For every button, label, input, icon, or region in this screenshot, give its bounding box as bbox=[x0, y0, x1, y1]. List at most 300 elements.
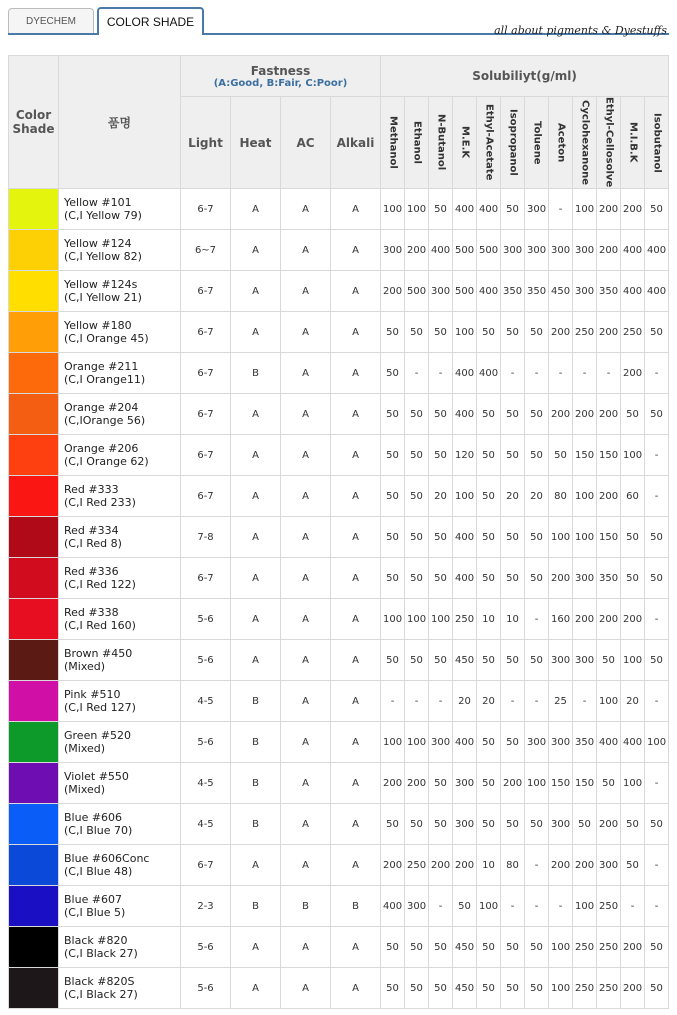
solubility-cell: - bbox=[645, 353, 669, 394]
product-name: Orange #206 bbox=[64, 442, 139, 455]
fastness-alkali-cell: A bbox=[331, 189, 381, 230]
product-name-cell bbox=[59, 230, 181, 271]
product-name: Red #333 bbox=[64, 483, 119, 496]
solubility-cell: 50 bbox=[429, 517, 453, 558]
fastness-light-cell: 2-3 bbox=[181, 886, 231, 927]
solubility-cell: 100 bbox=[453, 476, 477, 517]
solubility-cell: 100 bbox=[621, 763, 645, 804]
solubility-cell: 50 bbox=[525, 394, 549, 435]
fastness-alkali-cell: A bbox=[331, 230, 381, 271]
color-swatch bbox=[9, 599, 59, 640]
solubility-cell: 50 bbox=[405, 968, 429, 1009]
color-index: (C,I Yellow 79) bbox=[64, 209, 142, 222]
solubility-cell: 10 bbox=[501, 599, 525, 640]
table-row bbox=[9, 558, 669, 599]
solubility-cell: 350 bbox=[597, 271, 621, 312]
solubility-cell: 100 bbox=[405, 722, 429, 763]
solubility-cell: 400 bbox=[477, 353, 501, 394]
table-row bbox=[9, 312, 669, 353]
solubility-cell: 200 bbox=[549, 312, 573, 353]
color-swatch bbox=[9, 722, 59, 763]
solubility-cell: 50 bbox=[645, 312, 669, 353]
product-name: Green #520 bbox=[64, 729, 132, 742]
fastness-ac-cell: A bbox=[281, 312, 331, 353]
fastness-light-cell: 4-5 bbox=[181, 763, 231, 804]
solubility-cell: 50 bbox=[477, 558, 501, 599]
solubility-cell: - bbox=[381, 681, 405, 722]
color-swatch bbox=[9, 804, 59, 845]
table-row bbox=[9, 435, 669, 476]
color-index: (Mixed) bbox=[64, 742, 106, 755]
product-name: Red #336 bbox=[64, 565, 119, 578]
product-name-cell bbox=[59, 681, 181, 722]
solubility-cell: 50 bbox=[645, 640, 669, 681]
solubility-cell: - bbox=[429, 353, 453, 394]
solubility-cell: 300 bbox=[453, 804, 477, 845]
fastness-alkali-cell: A bbox=[331, 312, 381, 353]
fastness-heat-cell: A bbox=[231, 599, 281, 640]
fastness-alkali-cell: A bbox=[331, 271, 381, 312]
solubility-cell: 350 bbox=[597, 558, 621, 599]
solubility-cell: - bbox=[597, 353, 621, 394]
solubility-cell: 400 bbox=[453, 189, 477, 230]
solubility-cell: 100 bbox=[381, 189, 405, 230]
product-name-cell bbox=[59, 271, 181, 312]
fastness-heat-cell: A bbox=[231, 394, 281, 435]
fastness-light-cell: 5-6 bbox=[181, 968, 231, 1009]
solubility-cell: 50 bbox=[381, 353, 405, 394]
fastness-alkali-cell: A bbox=[331, 681, 381, 722]
solubility-cell: 50 bbox=[381, 968, 405, 1009]
solubility-cell: 200 bbox=[549, 845, 573, 886]
solubility-cell: - bbox=[645, 435, 669, 476]
solubility-cell: 50 bbox=[429, 558, 453, 599]
solubility-cell: 50 bbox=[501, 517, 525, 558]
fastness-heat-cell: B bbox=[231, 681, 281, 722]
solubility-cell: 50 bbox=[429, 189, 453, 230]
color-index: (C,I Blue 48) bbox=[64, 865, 133, 878]
solubility-cell: 50 bbox=[525, 640, 549, 681]
solubility-cell: 300 bbox=[597, 845, 621, 886]
table-row bbox=[9, 681, 669, 722]
solubility-cell: 80 bbox=[549, 476, 573, 517]
solubility-cell: - bbox=[525, 681, 549, 722]
solubility-cell: 300 bbox=[525, 230, 549, 271]
solubility-cell: 50 bbox=[381, 558, 405, 599]
solvent-label: Isobutanol bbox=[651, 112, 663, 173]
product-name-cell bbox=[59, 476, 181, 517]
fastness-heat-cell: A bbox=[231, 640, 281, 681]
solvent-label: Ethanol bbox=[411, 121, 423, 164]
solubility-cell: 200 bbox=[501, 763, 525, 804]
solubility-cell: 100 bbox=[621, 640, 645, 681]
header-solvent bbox=[549, 97, 573, 189]
solubility-cell: 100 bbox=[429, 599, 453, 640]
solubility-cell: 160 bbox=[549, 599, 573, 640]
fastness-light-cell: 5-6 bbox=[181, 722, 231, 763]
solubility-cell: 50 bbox=[477, 312, 501, 353]
color-swatch bbox=[9, 886, 59, 927]
solubility-cell: 50 bbox=[621, 558, 645, 599]
solubility-cell: 400 bbox=[621, 271, 645, 312]
tagline: all about pigments & Dyestuffs bbox=[494, 24, 667, 37]
product-name-cell bbox=[59, 804, 181, 845]
solubility-cell: 250 bbox=[573, 968, 597, 1009]
product-name-cell bbox=[59, 353, 181, 394]
solubility-cell: 300 bbox=[405, 886, 429, 927]
table-row bbox=[9, 722, 669, 763]
solubility-cell: 20 bbox=[501, 476, 525, 517]
solubility-cell: 50 bbox=[477, 763, 501, 804]
fastness-light-cell: 4-5 bbox=[181, 681, 231, 722]
solubility-cell: 20 bbox=[453, 681, 477, 722]
fastness-heat-cell: A bbox=[231, 312, 281, 353]
tab-bar bbox=[0, 0, 677, 36]
table-body bbox=[9, 189, 669, 1009]
solubility-cell: 300 bbox=[549, 804, 573, 845]
solubility-cell: 80 bbox=[501, 845, 525, 886]
solubility-cell: - bbox=[645, 599, 669, 640]
fastness-heat-cell: A bbox=[231, 476, 281, 517]
product-name-cell bbox=[59, 394, 181, 435]
solubility-cell: 400 bbox=[621, 230, 645, 271]
solubility-cell: 50 bbox=[405, 394, 429, 435]
color-index: (C,I Red 127) bbox=[64, 701, 136, 714]
solubility-cell: - bbox=[645, 476, 669, 517]
solubility-cell: - bbox=[645, 886, 669, 927]
header-solvent bbox=[645, 97, 669, 189]
solubility-cell: 400 bbox=[645, 271, 669, 312]
product-name-cell bbox=[59, 599, 181, 640]
solubility-cell: 50 bbox=[453, 886, 477, 927]
fastness-legend: (A:Good, B:Fair, C:Poor) bbox=[213, 77, 348, 89]
solubility-cell: 10 bbox=[477, 845, 501, 886]
solubility-cell: 50 bbox=[477, 804, 501, 845]
solvent-label: M.I.B.K bbox=[627, 122, 639, 163]
solubility-cell: 50 bbox=[645, 968, 669, 1009]
solubility-cell: 450 bbox=[453, 640, 477, 681]
fastness-alkali-cell: A bbox=[331, 476, 381, 517]
solubility-cell: 200 bbox=[429, 845, 453, 886]
color-swatch bbox=[9, 558, 59, 599]
fastness-ac-cell: A bbox=[281, 189, 331, 230]
fastness-light-cell: 6-7 bbox=[181, 312, 231, 353]
solubility-cell: 100 bbox=[525, 763, 549, 804]
product-name: Pink #510 bbox=[64, 688, 121, 701]
solubility-cell: 25 bbox=[549, 681, 573, 722]
solubility-cell: 200 bbox=[573, 845, 597, 886]
solubility-cell: 500 bbox=[405, 271, 429, 312]
solubility-cell: 100 bbox=[573, 189, 597, 230]
fastness-ac-cell: A bbox=[281, 394, 331, 435]
solubility-cell: 100 bbox=[405, 599, 429, 640]
table-row bbox=[9, 804, 669, 845]
product-name: Red #334 bbox=[64, 524, 119, 537]
fastness-heat-cell: A bbox=[231, 271, 281, 312]
solvent-label: Ethyl-Acetate bbox=[483, 104, 495, 181]
solubility-cell: 50 bbox=[645, 517, 669, 558]
header-solvent bbox=[597, 97, 621, 189]
product-name-cell bbox=[59, 968, 181, 1009]
color-swatch bbox=[9, 271, 59, 312]
fastness-ac-cell: A bbox=[281, 476, 331, 517]
fastness-heat-cell: B bbox=[231, 353, 281, 394]
fastness-heat-cell: A bbox=[231, 927, 281, 968]
solubility-cell: 100 bbox=[597, 681, 621, 722]
fastness-heat-cell: B bbox=[231, 886, 281, 927]
solubility-cell: 500 bbox=[477, 230, 501, 271]
solubility-cell: 100 bbox=[477, 886, 501, 927]
solubility-cell: 400 bbox=[453, 722, 477, 763]
fastness-ac-cell: A bbox=[281, 230, 331, 271]
solubility-cell: 50 bbox=[621, 845, 645, 886]
solubility-cell: 100 bbox=[573, 476, 597, 517]
color-swatch bbox=[9, 476, 59, 517]
solubility-cell: 50 bbox=[477, 640, 501, 681]
solubility-cell: - bbox=[405, 681, 429, 722]
solubility-cell: 400 bbox=[645, 230, 669, 271]
solubility-cell: 50 bbox=[381, 640, 405, 681]
solubility-cell: - bbox=[525, 886, 549, 927]
color-index: (C,I Red 233) bbox=[64, 496, 136, 509]
product-name: Yellow #180 bbox=[64, 319, 132, 332]
product-name-cell bbox=[59, 722, 181, 763]
fastness-heat-cell: A bbox=[231, 230, 281, 271]
color-swatch bbox=[9, 640, 59, 681]
product-name-cell bbox=[59, 845, 181, 886]
color-index: (C,I Orange11) bbox=[64, 373, 146, 386]
fastness-ac-cell: A bbox=[281, 804, 331, 845]
color-swatch bbox=[9, 353, 59, 394]
table-row bbox=[9, 230, 669, 271]
product-name-cell bbox=[59, 763, 181, 804]
solubility-cell: 350 bbox=[525, 271, 549, 312]
solubility-cell: - bbox=[549, 189, 573, 230]
header-solvent bbox=[429, 97, 453, 189]
color-index: (C,I Black 27) bbox=[64, 947, 138, 960]
solubility-cell: 50 bbox=[405, 640, 429, 681]
fastness-heat-cell: A bbox=[231, 845, 281, 886]
solubility-cell: 500 bbox=[453, 230, 477, 271]
color-swatch bbox=[9, 517, 59, 558]
product-name-cell bbox=[59, 435, 181, 476]
solubility-cell: 400 bbox=[453, 394, 477, 435]
fastness-ac-cell: B bbox=[281, 886, 331, 927]
solubility-cell: 50 bbox=[477, 394, 501, 435]
solubility-cell: 200 bbox=[621, 353, 645, 394]
table-row bbox=[9, 927, 669, 968]
solubility-cell: 50 bbox=[477, 517, 501, 558]
fastness-ac-cell: A bbox=[281, 517, 331, 558]
fastness-ac-cell: A bbox=[281, 435, 331, 476]
fastness-heat-cell: A bbox=[231, 189, 281, 230]
table-row bbox=[9, 271, 669, 312]
color-swatch bbox=[9, 845, 59, 886]
solubility-cell: 50 bbox=[477, 968, 501, 1009]
header-solvent bbox=[573, 97, 597, 189]
solubility-cell: 300 bbox=[453, 763, 477, 804]
solubility-cell: - bbox=[645, 845, 669, 886]
solubility-cell: 50 bbox=[597, 640, 621, 681]
color-shade-table bbox=[8, 55, 669, 1009]
solubility-cell: 300 bbox=[573, 558, 597, 599]
solubility-cell: 300 bbox=[549, 640, 573, 681]
color-index: (C,I Red 8) bbox=[64, 537, 122, 550]
solubility-cell: 200 bbox=[621, 927, 645, 968]
fastness-light-cell: 6-7 bbox=[181, 558, 231, 599]
solubility-cell: 450 bbox=[549, 271, 573, 312]
fastness-light-cell: 7-8 bbox=[181, 517, 231, 558]
solubility-cell: 50 bbox=[405, 312, 429, 353]
solubility-cell: 250 bbox=[597, 886, 621, 927]
solubility-cell: 200 bbox=[381, 763, 405, 804]
solubility-cell: 50 bbox=[381, 804, 405, 845]
fastness-alkali-cell: A bbox=[331, 968, 381, 1009]
solubility-cell: 100 bbox=[549, 517, 573, 558]
fastness-alkali-cell: A bbox=[331, 558, 381, 599]
solubility-cell: 50 bbox=[645, 394, 669, 435]
solubility-cell: 150 bbox=[573, 763, 597, 804]
solubility-cell: 50 bbox=[429, 435, 453, 476]
solubility-cell: 50 bbox=[381, 394, 405, 435]
color-index: (C,I Yellow 21) bbox=[64, 291, 142, 304]
fastness-alkali-cell: A bbox=[331, 640, 381, 681]
solubility-cell: 50 bbox=[525, 517, 549, 558]
solubility-cell: - bbox=[525, 353, 549, 394]
solubility-cell: 250 bbox=[453, 599, 477, 640]
header-fastness-alkali: Alkali bbox=[331, 97, 381, 189]
solvent-label: Toluene bbox=[531, 120, 543, 165]
product-name: Yellow #124 bbox=[64, 237, 132, 250]
solubility-cell: 50 bbox=[621, 804, 645, 845]
solubility-cell: 250 bbox=[597, 927, 621, 968]
product-name: Orange #204 bbox=[64, 401, 139, 414]
fastness-alkali-cell: B bbox=[331, 886, 381, 927]
table-row bbox=[9, 640, 669, 681]
fastness-ac-cell: A bbox=[281, 722, 331, 763]
solubility-cell: 200 bbox=[597, 312, 621, 353]
table-row bbox=[9, 968, 669, 1009]
solubility-cell: 200 bbox=[549, 394, 573, 435]
solubility-cell: 200 bbox=[597, 189, 621, 230]
color-swatch bbox=[9, 189, 59, 230]
solubility-cell: - bbox=[501, 353, 525, 394]
solubility-cell: 50 bbox=[381, 927, 405, 968]
fastness-alkali-cell: A bbox=[331, 927, 381, 968]
fastness-ac-cell: A bbox=[281, 681, 331, 722]
solubility-cell: 300 bbox=[549, 230, 573, 271]
solubility-cell: 100 bbox=[549, 927, 573, 968]
table-row bbox=[9, 763, 669, 804]
fastness-light-cell: 5-6 bbox=[181, 599, 231, 640]
solubility-cell: 300 bbox=[573, 230, 597, 271]
solubility-cell: 200 bbox=[453, 845, 477, 886]
fastness-ac-cell: A bbox=[281, 763, 331, 804]
product-name: Yellow #124s bbox=[64, 278, 138, 291]
solubility-cell: 250 bbox=[405, 845, 429, 886]
solubility-cell: 50 bbox=[381, 517, 405, 558]
solubility-cell: 20 bbox=[429, 476, 453, 517]
solubility-cell: 200 bbox=[405, 763, 429, 804]
solubility-cell: 50 bbox=[501, 312, 525, 353]
fastness-light-cell: 6-7 bbox=[181, 189, 231, 230]
tab-dyechem[interactable]: DYECHEM bbox=[8, 8, 94, 33]
solubility-cell: 50 bbox=[477, 722, 501, 763]
solubility-cell: 100 bbox=[645, 722, 669, 763]
product-name-cell bbox=[59, 517, 181, 558]
fastness-light-cell: 5-6 bbox=[181, 927, 231, 968]
solubility-cell: 50 bbox=[381, 435, 405, 476]
solubility-cell: 50 bbox=[621, 517, 645, 558]
fastness-alkali-cell: A bbox=[331, 804, 381, 845]
header-solvent bbox=[621, 97, 645, 189]
solubility-cell: 150 bbox=[549, 763, 573, 804]
solubility-cell: 400 bbox=[597, 722, 621, 763]
header-solvent bbox=[525, 97, 549, 189]
fastness-light-cell: 6-7 bbox=[181, 353, 231, 394]
solubility-cell: 10 bbox=[477, 599, 501, 640]
solubility-cell: 50 bbox=[645, 558, 669, 599]
solubility-cell: 300 bbox=[429, 271, 453, 312]
fastness-alkali-cell: A bbox=[331, 435, 381, 476]
fastness-alkali-cell: A bbox=[331, 763, 381, 804]
color-swatch bbox=[9, 681, 59, 722]
fastness-ac-cell: A bbox=[281, 968, 331, 1009]
table-row bbox=[9, 599, 669, 640]
header-color-shade: Color Shade bbox=[9, 56, 59, 189]
solubility-cell: 50 bbox=[645, 804, 669, 845]
color-index: (C,IOrange 56) bbox=[64, 414, 146, 427]
fastness-light-cell: 5-6 bbox=[181, 640, 231, 681]
solubility-cell: 50 bbox=[405, 558, 429, 599]
tab-color-shade[interactable]: COLOR SHADE bbox=[97, 7, 204, 35]
solvent-label: Methanol bbox=[387, 116, 399, 169]
solubility-cell: 100 bbox=[573, 517, 597, 558]
fastness-light-cell: 6-7 bbox=[181, 271, 231, 312]
fastness-light-cell: 6-7 bbox=[181, 394, 231, 435]
solubility-cell: 100 bbox=[381, 722, 405, 763]
header-product-name: 품명 bbox=[59, 56, 181, 189]
solubility-cell: - bbox=[645, 681, 669, 722]
solubility-cell: - bbox=[549, 353, 573, 394]
color-swatch bbox=[9, 763, 59, 804]
header-fastness-light: Light bbox=[181, 97, 231, 189]
solubility-cell: 450 bbox=[453, 968, 477, 1009]
fastness-ac-cell: A bbox=[281, 927, 331, 968]
solubility-cell: 50 bbox=[525, 927, 549, 968]
solubility-cell: 200 bbox=[405, 230, 429, 271]
fastness-light-cell: 4-5 bbox=[181, 804, 231, 845]
solubility-cell: 100 bbox=[405, 189, 429, 230]
solubility-cell: - bbox=[405, 353, 429, 394]
product-name-cell bbox=[59, 886, 181, 927]
solubility-cell: 50 bbox=[429, 804, 453, 845]
solvent-label: N-Butanol bbox=[435, 114, 447, 171]
product-name: Black #820S bbox=[64, 975, 135, 988]
fastness-heat-cell: A bbox=[231, 558, 281, 599]
solubility-cell: 50 bbox=[429, 763, 453, 804]
table-row bbox=[9, 886, 669, 927]
product-name-cell bbox=[59, 640, 181, 681]
solubility-cell: 50 bbox=[645, 189, 669, 230]
solubility-cell: 350 bbox=[573, 722, 597, 763]
solubility-cell: 20 bbox=[477, 681, 501, 722]
fastness-heat-cell: A bbox=[231, 968, 281, 1009]
fastness-ac-cell: A bbox=[281, 640, 331, 681]
solubility-cell: 50 bbox=[429, 640, 453, 681]
product-name: Red #338 bbox=[64, 606, 119, 619]
fastness-ac-cell: A bbox=[281, 271, 331, 312]
